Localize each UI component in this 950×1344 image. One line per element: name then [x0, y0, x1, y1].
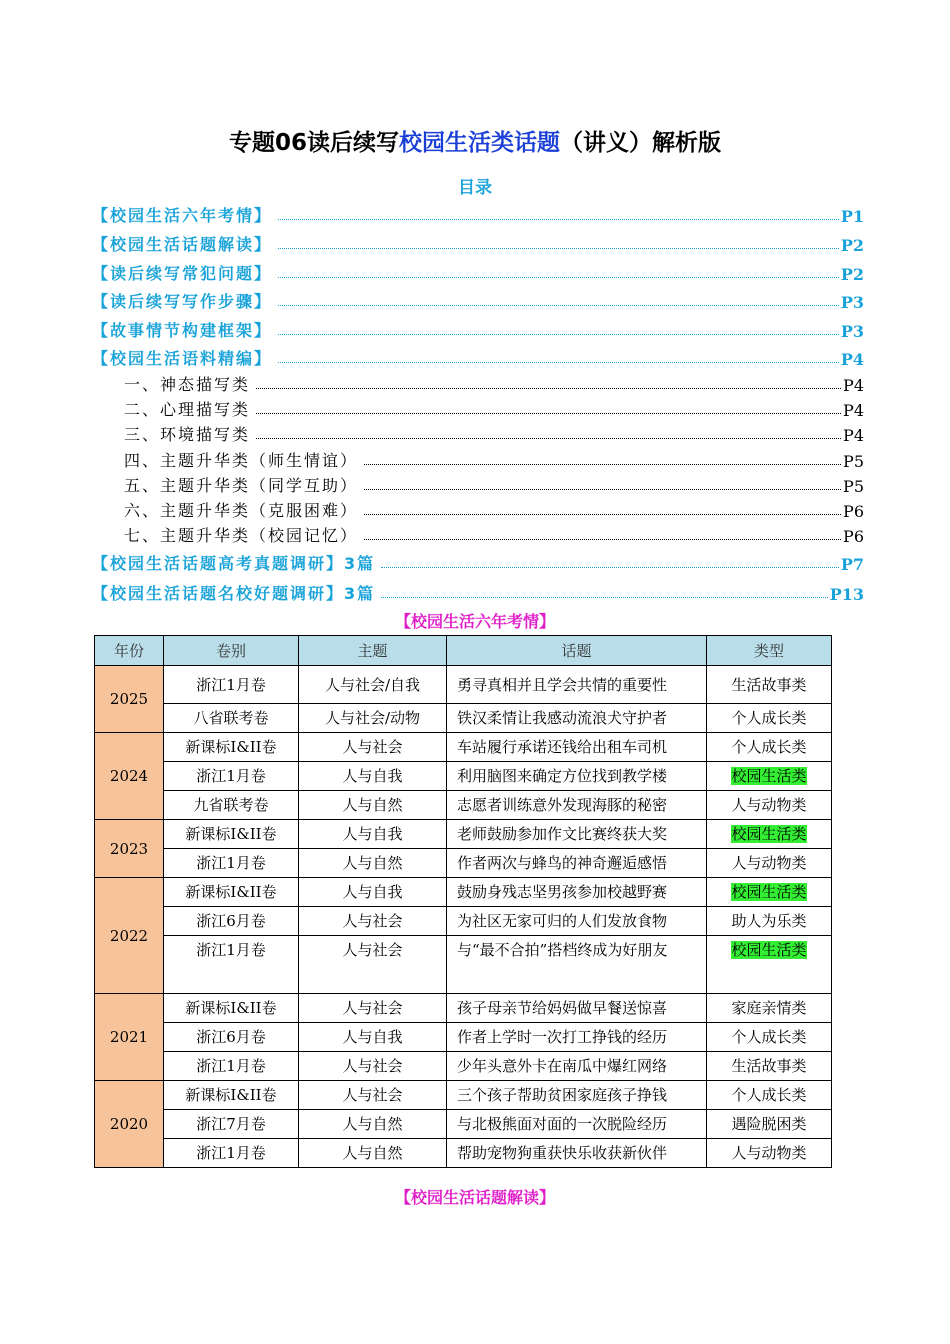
type-cell — [707, 820, 832, 849]
theme-cell: 人与社会 — [299, 1052, 447, 1081]
toc-subentry-label: 七、主题升华类（校园记忆） — [124, 526, 359, 545]
type-cell — [707, 1052, 832, 1081]
toc-subentry[interactable] — [124, 371, 864, 395]
theme-cell: 人与社会 — [299, 994, 447, 1023]
toc-entry-label: 【读后续写写作步骤】 — [92, 292, 273, 311]
section-heading-exam-overview: 【校园生活六年考情】 — [394, 612, 555, 631]
theme-cell: 人与社会 — [299, 936, 447, 994]
paper-cell: 浙江7月卷 — [164, 1110, 299, 1139]
toc-subentry[interactable] — [124, 472, 864, 496]
type-cell — [707, 1023, 832, 1052]
paper-cell: 新课标I&II卷 — [164, 878, 299, 907]
type-cell — [707, 1081, 832, 1110]
toc-entry-page: P2 — [840, 236, 864, 255]
page-title — [0, 124, 950, 157]
toc-leader — [364, 513, 841, 515]
exam-overview-table — [94, 635, 832, 1168]
theme-cell: 人与自然 — [299, 1139, 447, 1168]
topic-cell: 志愿者训练意外发现海豚的秘密 — [447, 791, 707, 820]
type-cell — [707, 762, 832, 791]
topic-cell: 勇寻真相并且学会共情的重要性 — [447, 666, 707, 704]
topic-cell: 作者两次与蜂鸟的神奇邂逅感悟 — [447, 849, 707, 878]
toc-leader — [256, 437, 841, 439]
theme-cell: 人与社会 — [299, 1081, 447, 1110]
toc-subentry-label: 三、环境描写类 — [124, 425, 251, 444]
column-header-paper: 卷别 — [164, 636, 299, 666]
toc-subentry-label: 一、神态描写类 — [124, 375, 251, 394]
table-row — [95, 907, 832, 936]
toc-leader — [381, 596, 828, 598]
type-cell — [707, 666, 832, 704]
paper-cell: 新课标I&II卷 — [164, 1081, 299, 1110]
paper-cell: 浙江1月卷 — [164, 936, 299, 994]
toc-entry[interactable] — [92, 343, 864, 369]
paper-cell: 浙江1月卷 — [164, 762, 299, 791]
toc-entry[interactable] — [92, 578, 864, 604]
column-header-year: 年份 — [95, 636, 164, 666]
toc-subentry[interactable] — [124, 447, 864, 471]
toc-entry-label: 【故事情节构建框架】 — [92, 321, 273, 340]
paper-cell: 新课标I&II卷 — [164, 994, 299, 1023]
type-label-highlighted: 校园生活类 — [731, 825, 807, 843]
toc-subentry-page: P6 — [843, 527, 864, 546]
table-row — [95, 762, 832, 791]
theme-cell: 人与社会 — [299, 907, 447, 936]
paper-cell: 浙江1月卷 — [164, 1139, 299, 1168]
paper-cell: 九省联考卷 — [164, 791, 299, 820]
toc-leader — [278, 361, 839, 363]
type-label: 家庭亲情类 — [731, 999, 807, 1017]
type-label-highlighted: 校园生活类 — [731, 767, 807, 785]
column-header-theme: 主题 — [299, 636, 447, 666]
paper-cell: 浙江6月卷 — [164, 907, 299, 936]
toc-entry-page: P2 — [840, 265, 864, 284]
type-label: 个人成长类 — [731, 1086, 807, 1104]
toc-entry[interactable] — [92, 548, 864, 574]
table-row — [95, 849, 832, 878]
theme-cell: 人与自我 — [299, 762, 447, 791]
toc-leader — [364, 538, 841, 540]
theme-cell: 人与自然 — [299, 1110, 447, 1139]
type-label: 人与动物类 — [731, 854, 807, 872]
table-row — [95, 791, 832, 820]
toc-leader — [278, 218, 839, 220]
toc-leader — [278, 304, 839, 306]
table-row — [95, 820, 832, 849]
title-prefix: 专题06读后续写 — [228, 130, 399, 156]
theme-cell: 人与自然 — [299, 849, 447, 878]
column-header-topic: 话题 — [447, 636, 707, 666]
toc-entry-label: 【校园生活六年考情】 — [92, 206, 273, 225]
toc-leader — [364, 463, 841, 465]
type-label: 助人为乐类 — [731, 912, 807, 930]
toc-entry-label: 【校园生活话题解读】 — [92, 235, 273, 254]
toc-leader — [256, 387, 841, 389]
toc-subentry-label: 五、主题升华类（同学互助） — [124, 476, 359, 495]
toc-entry-page: P3 — [840, 322, 864, 341]
toc-subentry[interactable] — [124, 396, 864, 420]
toc-entry[interactable] — [92, 258, 864, 284]
type-cell — [707, 936, 832, 994]
toc-entry-page: P3 — [840, 293, 864, 312]
table-row — [95, 994, 832, 1023]
toc-entry-page: P1 — [840, 207, 864, 226]
topic-cell: 为社区无家可归的人们发放食物 — [447, 907, 707, 936]
type-cell — [707, 907, 832, 936]
toc-subentry-page: P5 — [843, 452, 864, 471]
topic-cell: 老师鼓励参加作文比赛终获大奖 — [447, 820, 707, 849]
paper-cell: 新课标I&II卷 — [164, 733, 299, 762]
type-label: 生活故事类 — [731, 675, 807, 694]
toc-entry-label: 【校园生活话题高考真题调研】3篇 — [92, 554, 376, 573]
table-row — [95, 704, 832, 733]
type-cell — [707, 878, 832, 907]
theme-cell: 人与自我 — [299, 1023, 447, 1052]
toc-subentry-label: 二、心理描写类 — [124, 400, 251, 419]
toc-entry-page: P4 — [840, 350, 864, 369]
topic-cell: 与北极熊面对面的一次脱险经历 — [447, 1110, 707, 1139]
toc-subentry-label: 四、主题升华类（师生情谊） — [124, 451, 359, 470]
year-cell: 2024 — [95, 733, 164, 820]
topic-cell: 少年头意外卡在南瓜中爆红网络 — [447, 1052, 707, 1081]
paper-cell: 八省联考卷 — [164, 704, 299, 733]
table-row — [95, 1052, 832, 1081]
type-label: 个人成长类 — [731, 1028, 807, 1046]
type-cell — [707, 1139, 832, 1168]
type-cell — [707, 791, 832, 820]
theme-cell: 人与自我 — [299, 820, 447, 849]
toc-entry-page: P13 — [829, 585, 864, 604]
topic-cell: 铁汉柔情让我感动流浪犬守护者 — [447, 704, 707, 733]
toc-entry[interactable] — [92, 229, 864, 255]
section-heading-topic-interpretation: 【校园生活话题解读】 — [394, 1188, 555, 1207]
type-label-highlighted: 校园生活类 — [731, 941, 807, 959]
toc-entry[interactable] — [92, 286, 864, 312]
theme-cell: 人与自然 — [299, 791, 447, 820]
paper-cell: 新课标I&II卷 — [164, 820, 299, 849]
topic-cell: 车站履行承诺还钱给出租车司机 — [447, 733, 707, 762]
paper-cell: 浙江1月卷 — [164, 1052, 299, 1081]
toc-subentry[interactable] — [124, 421, 864, 445]
toc-subentry[interactable] — [124, 497, 864, 521]
toc-entry[interactable] — [92, 315, 864, 341]
title-highlight: 校园生活类话题 — [399, 130, 560, 156]
type-cell — [707, 994, 832, 1023]
table-row — [95, 936, 832, 994]
toc-subentry-label: 六、主题升华类（克服困难） — [124, 501, 359, 520]
topic-cell: 鼓励身残志坚男孩参加校越野赛 — [447, 878, 707, 907]
type-label: 人与动物类 — [731, 1144, 807, 1162]
toc-subentry[interactable] — [124, 522, 864, 546]
title-suffix: （讲义）解析版 — [560, 130, 721, 156]
table-row — [95, 666, 832, 704]
toc-subentry-page: P4 — [843, 401, 864, 420]
toc-entry[interactable] — [92, 200, 864, 226]
toc-subentry-page: P5 — [843, 477, 864, 496]
toc-leader — [278, 276, 839, 278]
toc-entry-page: P7 — [840, 555, 864, 574]
theme-cell: 人与自我 — [299, 878, 447, 907]
toc-leader — [256, 412, 841, 414]
type-label: 个人成长类 — [731, 738, 807, 756]
type-label: 个人成长类 — [731, 709, 807, 727]
topic-cell: 孩子母亲节给妈妈做早餐送惊喜 — [447, 994, 707, 1023]
type-label: 生活故事类 — [731, 1057, 807, 1075]
table-row — [95, 1139, 832, 1168]
toc-subentry-page: P6 — [843, 502, 864, 521]
type-cell — [707, 733, 832, 762]
toc-entry-label: 【校园生活语料精编】 — [92, 349, 273, 368]
toc-leader — [278, 247, 839, 249]
type-label-highlighted: 校园生活类 — [731, 883, 807, 901]
paper-cell: 浙江1月卷 — [164, 666, 299, 704]
type-label: 遇险脱困类 — [731, 1115, 807, 1133]
topic-cell: 作者上学时一次打工挣钱的经历 — [447, 1023, 707, 1052]
toc-leader — [278, 333, 839, 335]
topic-cell: 与“最不合拍”搭档终成为好朋友 — [447, 936, 707, 994]
theme-cell: 人与社会/自我 — [299, 666, 447, 704]
toc-entry-label: 【读后续写常犯问题】 — [92, 264, 273, 283]
table-row — [95, 733, 832, 762]
year-cell: 2020 — [95, 1081, 164, 1168]
type-cell — [707, 704, 832, 733]
topic-cell: 利用脑图来确定方位找到教学楼 — [447, 762, 707, 791]
table-row — [95, 1110, 832, 1139]
year-cell: 2022 — [95, 878, 164, 994]
toc-entry-label: 【校园生活话题名校好题调研】3篇 — [92, 584, 376, 603]
year-cell: 2021 — [95, 994, 164, 1081]
type-label: 人与动物类 — [731, 796, 807, 814]
type-cell — [707, 1110, 832, 1139]
column-header-type: 类型 — [707, 636, 832, 666]
year-cell: 2025 — [95, 666, 164, 733]
table-row — [95, 1023, 832, 1052]
topic-cell: 三个孩子帮助贫困家庭孩子挣钱 — [447, 1081, 707, 1110]
toc-subentry-page: P4 — [843, 426, 864, 445]
toc-heading: 目录 — [458, 178, 492, 198]
theme-cell: 人与社会/动物 — [299, 704, 447, 733]
toc-subentry-page: P4 — [843, 376, 864, 395]
type-cell — [707, 849, 832, 878]
topic-cell: 帮助宠物狗重获快乐收获新伙伴 — [447, 1139, 707, 1168]
paper-cell: 浙江1月卷 — [164, 849, 299, 878]
paper-cell: 浙江6月卷 — [164, 1023, 299, 1052]
toc-leader — [364, 488, 841, 490]
toc-leader — [381, 566, 839, 568]
table-row — [95, 878, 832, 907]
table-row — [95, 1081, 832, 1110]
theme-cell: 人与社会 — [299, 733, 447, 762]
year-cell: 2023 — [95, 820, 164, 878]
